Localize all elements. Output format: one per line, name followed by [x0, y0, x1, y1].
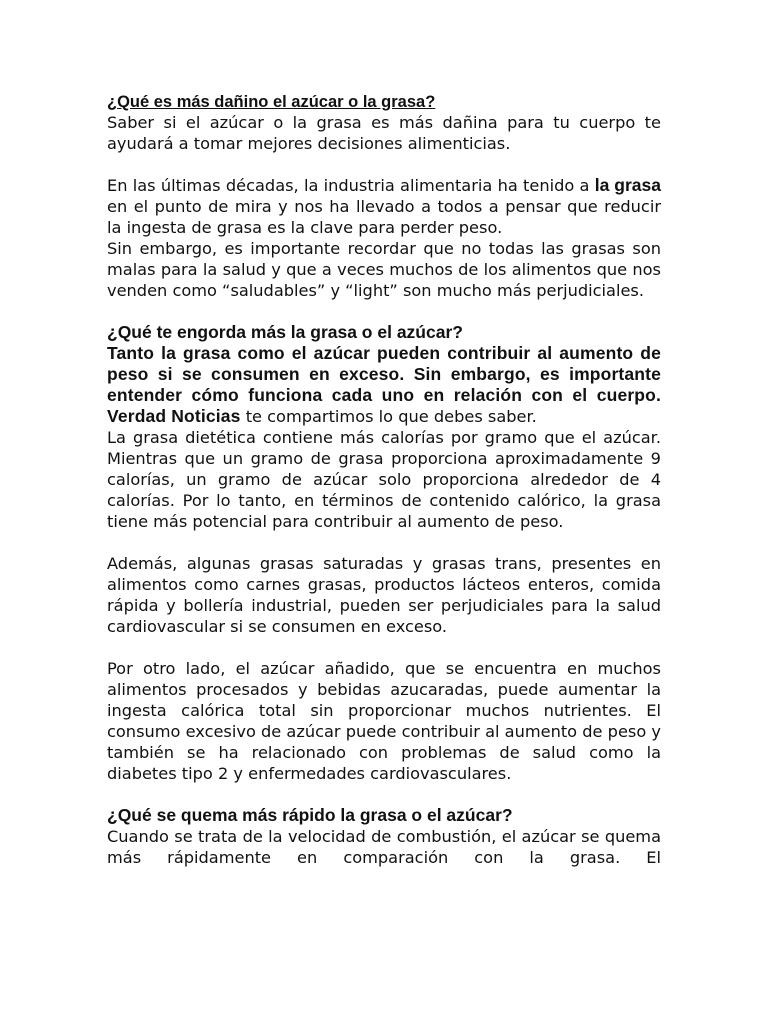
section-heading-burn-rate: ¿Qué se quema más rápido la grasa o el azúcar? [107, 805, 513, 825]
paragraph-saturated-fats: Además, algunas grasas saturadas y grasas trans, presentes en alimentos como carnes grasas, productos lácteos enteros, comida rápida y bollería industrial, pueden ser perjudiciales para la salud cardiovascular si se consumen en exceso. [107, 554, 661, 636]
paragraph-weight-gain [107, 343, 661, 427]
spacer [107, 301, 661, 322]
spacer [107, 532, 661, 553]
spacer [107, 784, 661, 805]
document-title: ¿Qué es más dañino el azúcar o la grasa? [107, 93, 436, 111]
section-heading-weight-gain: ¿Qué te engorda más la grasa o el azúcar? [107, 322, 463, 342]
intro-paragraph: Saber si el azúcar o la grasa es más dañina para tu cuerpo te ayudará a tomar mejores decisiones alimenticias. [107, 113, 661, 153]
paragraph-weight-gain-bold: Tanto la grasa como el azúcar pueden contribuir al aumento de peso si se consumen en exceso. Sin embargo, es importante entender cómo funciona cada uno en relación con el cuerpo. Verdad Noticias [107, 343, 661, 426]
paragraph-added-sugar: Por otro lado, el azúcar añadido, que se encuentra en muchos alimentos procesados y bebidas azucaradas, puede aumentar la ingesta calórica total sin proporcionar muchos nutrientes. El consumo excesivo de azúcar puede contribuir al aumento de peso y también se ha relacionado con problemas de salud como la diabetes tipo 2 y enfermedades cardiovasculares. [107, 659, 661, 783]
spacer [107, 154, 661, 175]
spacer [107, 637, 661, 658]
paragraph-industry-bold: la grasa [594, 175, 661, 195]
paragraph-combustion: Cuando se trata de la velocidad de combustión, el azúcar se quema más rápidamente en comparación con la grasa. El [107, 827, 661, 867]
paragraph-calories: La grasa dietética contiene más calorías por gramo que el azúcar. Mientras que un gramo de grasa proporciona aproximadamente 9 calorías, un gramo de azúcar solo proporciona alrededor de 4 calorías. Por lo tanto, en términos de contenido calórico, la grasa tiene más potencial para contribuir al aumento de peso. [107, 428, 661, 531]
paragraph-weight-gain-tail: te compartimos lo que debes saber. [240, 407, 537, 426]
paragraph-industry-text-2: en el punto de mira y nos ha llevado a todos a pensar que reducir la ingesta de grasa es la clave para perder peso. [107, 197, 661, 237]
paragraph-industry-text-1: En las últimas décadas, la industria alimentaria ha tenido a [107, 176, 595, 195]
paragraph-not-all-fats: Sin embargo, es importante recordar que no todas las grasas son malas para la salud y que a veces muchos de los alimentos que nos venden como “saludables” y “light” son mucho más perjudiciales. [107, 239, 661, 300]
paragraph-industry [107, 175, 661, 238]
